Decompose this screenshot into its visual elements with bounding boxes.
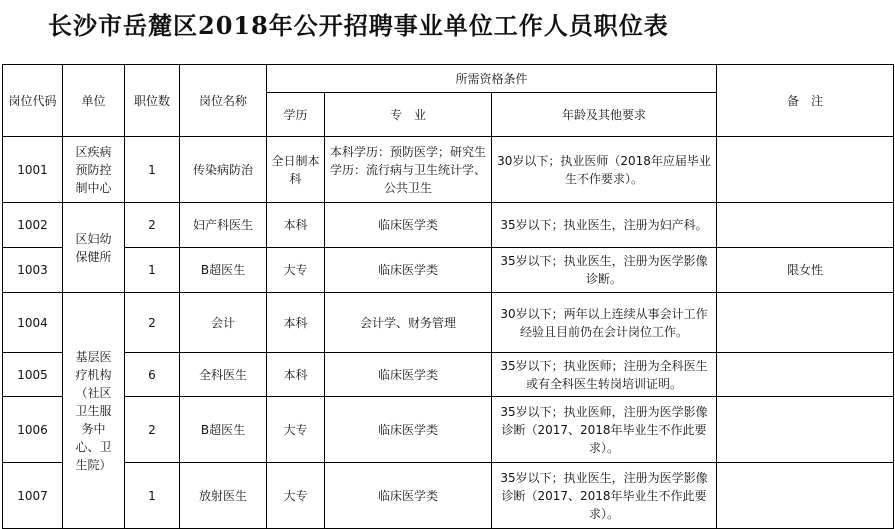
cell-major: 会计学、财务管理 <box>325 293 492 353</box>
cell-count: 1 <box>125 248 180 293</box>
cell-post: 放射医生 <box>180 463 267 529</box>
cell-major: 临床医学类 <box>325 463 492 529</box>
cell-age: 30岁以下；执业医师（2018年应届毕业生不作要求）。 <box>492 137 717 203</box>
header-post: 岗位名称 <box>180 65 267 137</box>
page-title: 长沙市岳麓区2018年公开招聘事业单位工作人员职位表 <box>48 11 669 40</box>
cell-remark <box>717 137 894 203</box>
table-row <box>3 397 894 463</box>
cell-code: 1001 <box>3 137 63 203</box>
header-unit: 单位 <box>63 65 125 137</box>
cell-major: 临床医学类 <box>325 397 492 463</box>
table-row <box>3 137 894 203</box>
cell-age: 35岁以下；执业医生，注册为医学影像诊断。 <box>492 248 717 293</box>
cell-major: 临床医学类 <box>325 248 492 293</box>
cell-remark <box>717 397 894 463</box>
table-row <box>3 463 894 529</box>
header-remark: 备 注 <box>717 65 894 137</box>
cell-major: 临床医学类 <box>325 203 492 248</box>
cell-unit: 基层医疗机构（社区卫生服务中心、卫生院） <box>63 293 125 529</box>
cell-code: 1005 <box>3 353 63 397</box>
cell-education: 本科 <box>267 293 325 353</box>
cell-education: 大专 <box>267 248 325 293</box>
cell-count: 1 <box>125 463 180 529</box>
table-row <box>3 203 894 248</box>
cell-count: 6 <box>125 353 180 397</box>
cell-count: 1 <box>125 137 180 203</box>
table-row <box>3 248 894 293</box>
cell-post: B超医生 <box>180 248 267 293</box>
cell-code: 1007 <box>3 463 63 529</box>
cell-education: 大专 <box>267 397 325 463</box>
cell-remark <box>717 203 894 248</box>
cell-education: 本科 <box>267 203 325 248</box>
header-count: 职位数 <box>125 65 180 137</box>
cell-age: 35岁以下；执业医师，注册为医学影像诊断（2017、2018年毕业生不作此要求）。 <box>492 397 717 463</box>
cell-code: 1006 <box>3 397 63 463</box>
cell-code: 1002 <box>3 203 63 248</box>
cell-remark: 限女性 <box>717 248 894 293</box>
positions-table <box>2 64 894 529</box>
table-row <box>3 293 894 353</box>
header-age: 年龄及其他要求 <box>492 93 717 137</box>
header-code: 岗位代码 <box>3 65 63 137</box>
cell-major: 本科学历：预防医学；研究生学历：流行病与卫生统计学、公共卫生 <box>325 137 492 203</box>
table-row <box>3 353 894 397</box>
cell-age: 35岁以下；执业医生，注册为医学影像诊断（2017、2018年毕业生不作此要求）。 <box>492 463 717 529</box>
cell-unit: 区妇幼保健所 <box>63 203 125 293</box>
cell-age: 35岁以下；执业医生，注册为妇产科。 <box>492 203 717 248</box>
cell-age: 30岁以下；两年以上连续从事会计工作经验且目前仍在会计岗位工作。 <box>492 293 717 353</box>
cell-remark <box>717 353 894 397</box>
cell-post: 会计 <box>180 293 267 353</box>
cell-major: 临床医学类 <box>325 353 492 397</box>
cell-post: B超医生 <box>180 397 267 463</box>
cell-education: 全日制本科 <box>267 137 325 203</box>
cell-post: 妇产科医生 <box>180 203 267 248</box>
header-conditions: 所需资格条件 <box>267 65 717 93</box>
cell-code: 1004 <box>3 293 63 353</box>
cell-remark <box>717 293 894 353</box>
cell-count: 2 <box>125 293 180 353</box>
cell-unit: 区疾病预防控制中心 <box>63 137 125 203</box>
cell-remark <box>717 463 894 529</box>
cell-post: 传染病防治 <box>180 137 267 203</box>
header-education: 学历 <box>267 93 325 137</box>
cell-count: 2 <box>125 397 180 463</box>
cell-post: 全科医生 <box>180 353 267 397</box>
header-row-1 <box>3 65 894 93</box>
cell-education: 大专 <box>267 463 325 529</box>
cell-age: 35岁以下；执业医师；注册为全科医生或有全科医生转岗培训证明。 <box>492 353 717 397</box>
cell-code: 1003 <box>3 248 63 293</box>
cell-education: 本科 <box>267 353 325 397</box>
cell-count: 2 <box>125 203 180 248</box>
header-major: 专 业 <box>325 93 492 137</box>
